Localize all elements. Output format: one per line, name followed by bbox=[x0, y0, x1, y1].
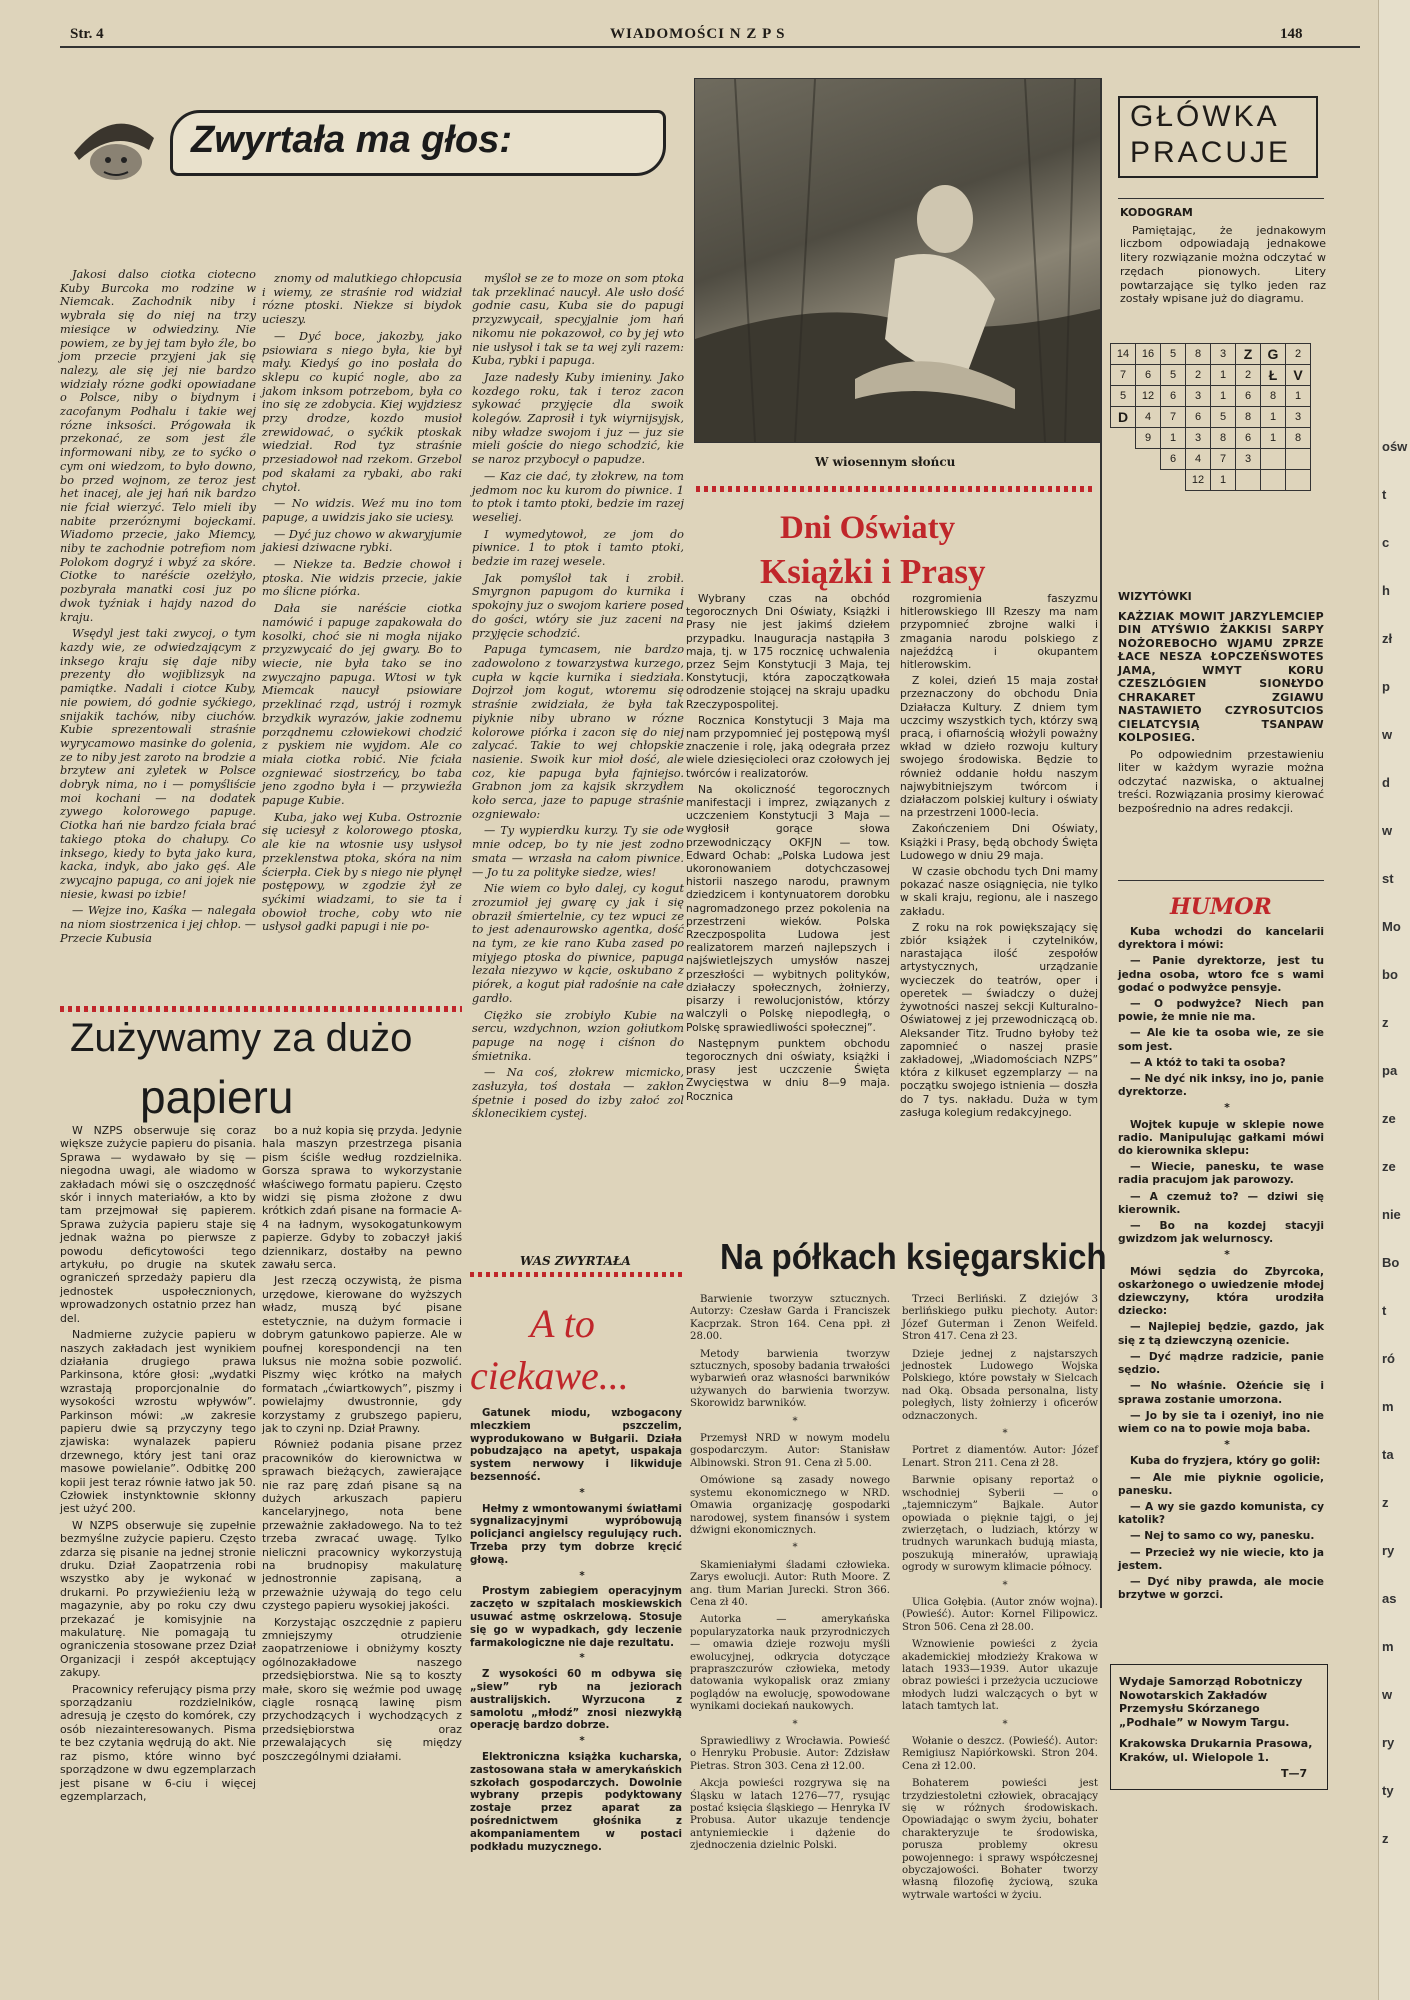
joke-line: — A czemuż to? — dziwi się kierownik. bbox=[1118, 1190, 1324, 1216]
joke-line: Wojtek kupuje w sklepie nowe radio. Manipulując gałkami mówi do kierownika sklepu: bbox=[1118, 1118, 1324, 1158]
grid-cell[interactable]: 8 bbox=[1236, 407, 1261, 428]
zwyrtala-title-banner bbox=[170, 110, 666, 176]
paragraph: — Dyć juz chowo w akwaryjumie jakiesi dziwacne rybki. bbox=[262, 527, 462, 555]
separator-star: * bbox=[1002, 1579, 1008, 1591]
curiosity-item: Hełmy z wmontowanymi światłami sygnalizacyjnymi wypróbowują policjanci angielscy regulujący ruch. Trzeba przy tym dobrze kręcić głową. bbox=[470, 1503, 682, 1566]
wizytowki-text: Po odpowiednim przestawieniu liter w każdym wyrazie można odczytać nazwiska, o aktualnej treści. Rozwiązania prosimy kierować bezpośrednio na adres redakcji. bbox=[1118, 747, 1324, 815]
paragraph: Papuga tymcasem, nie bardzo zadowolono z towarzystwa kurzego, cupła w kącie kurnika i siedziała. Dojrzoł jom kogut, wtoremu się straśnie zwidziała, że była tak piyknie niby ubrano w rózne kolorowe piórka i zacon się do niej zalycać. Takie to wej chłopskie nasienie. Swoik kur mioł dość, ale coz, kie papuga była fajniejso. Grabnon jom za kajsik skrzydłem koło serca, jaze to papuge straśnie ozgniewało: bbox=[472, 643, 684, 821]
adjacent-page-fragment: h bbox=[1382, 583, 1390, 598]
issue-number: 148 bbox=[1280, 26, 1303, 42]
grid-cell[interactable]: 1 bbox=[1211, 470, 1236, 491]
joke-line: — Ne dyć nik inksy, ino jo, panie dyrektorze. bbox=[1118, 1073, 1324, 1099]
ciekawe-title-2: ciekawe... bbox=[470, 1353, 629, 1398]
curiosity-item: Gatunek miodu, wzbogacony mleczkiem pszczelim, wyprodukowano w Bułgarii. Działa pobudzająco na apetyt, uspakaja system nerwowy i likwiduje bezsenność. bbox=[470, 1408, 682, 1483]
zuzywamy-title-1: Zużywamy za dużo bbox=[70, 1016, 413, 1060]
grid-cell[interactable]: 1 bbox=[1211, 386, 1236, 407]
separator-star: * bbox=[579, 1736, 585, 1748]
grid-cell[interactable]: 4 bbox=[1186, 449, 1211, 470]
newspaper-title: WIADOMOŚCI N Z P S bbox=[610, 26, 786, 42]
paragraph: — No widzis. Weź mu ino tom papuge, a uwidzis jako sie uciesy. bbox=[262, 497, 462, 524]
paragraph: Wybrany czas na obchód tegorocznych Dni Oświaty, Książki i Prasy nie jest jakimś dziełem przypadku. Inauguracja nastąpiła 3 maja, tj. w 175 rocznicę uchwalenia przez Sejm Konstytucji 3 Maja, tej Konstytucji, która zapoczątkowała odrodzenie stojącej na skraju upadku Rzeczypospolitej. bbox=[686, 592, 890, 711]
paragraph: — Dyć boce, jakozby, jako psiowiara s niego była, kie był mały. Kiedyś go ino posłała do sklepu co kupić nogle, abo za jakom inksom potrzebom, była co ino się ze zdobycia. Kiej wyjdziesz przy drodze, kozdo musioł zrewidować, o syćkik ptoskak wiedział. Rod tyz straśnie przesiadowoł nad rzekom. Grzebol pod skałami za rybaki, abo raki chytoł. bbox=[262, 329, 462, 494]
book-entry: Barwnie opisany reportaż o wschodniej Syberii — o „tajemniczym” Bajkale. Autor opowiada o pięknie tajgi, o jej zwierzętach, o ludziach, którzy w trudnych warunkach budują miasta, poszukują minerałów, uprawiają ogrody w surowym klimacie północy. bbox=[902, 1475, 1098, 1574]
adjacent-page-fragment: t bbox=[1382, 487, 1387, 502]
separator-star: * bbox=[792, 1415, 798, 1427]
grid-cell[interactable]: Ł bbox=[1261, 365, 1286, 386]
grid-cell[interactable]: 2 bbox=[1236, 365, 1261, 386]
paragraph: Z roku na rok powiększający się zbiór książek i czytelników, narastająca ilość zespołów artystycznych, urządzanie wycieczek do teatrów, oper i operetek — świadczy o dużej żywotności naszej sekcji Kulturalno-Oświatowej z jej przewodniczącą ob. Aleksander Titz. Trudno byłoby też zapomnieć o naszej prasie zakładowej, „Wiadomościach NZPS” która z kilkuset egzemplarzy — na początku swojego istnienia — doszła do 7 tys. nakładu. Duża w tym zasługa kolegium redakcyjnego. bbox=[900, 920, 1098, 1119]
grid-row bbox=[1111, 470, 1311, 491]
joke-line: — Dyć niby prawda, ale mocie brzytwe w gorzci. bbox=[1118, 1575, 1324, 1602]
grid-row bbox=[1111, 407, 1311, 428]
adjacent-page-fragment: d bbox=[1382, 775, 1390, 790]
paragraph: Jak pomyśloł tak i zrobił. Smyrgnon papugom do kurnika i spokojny juz o swojom kariere posed do gości, wtóry sie juz zaceni na przyjęcie schodzić. bbox=[472, 571, 684, 640]
wizytowki-cards: KAŻZIAK MOWIT JARZYLEMCIEP DIN ATYŚWIO ŻAKKISI SARPY NOŻOREBOCHO WJAMU ZPRZE ŁACE NESZA ŁOPCZEŃSWOTES JAMA, WMYT KORU CZESZLÓGIEN SIONŁYDO CHRAKARET ZGIAWU NASTAWIETO CZYROSUTCIOS CIELATCYSIĄ TSANPAW KOLPOSIEG. bbox=[1118, 609, 1324, 744]
zuzywamy-column-1 bbox=[60, 1124, 256, 1864]
grid-cell[interactable]: 7 bbox=[1161, 407, 1186, 428]
paragraph: myśloł se ze to moze on som ptoka tak przeklinać naucył. Ale usło dość godnie casu, Kuba sie do papugi przyzwycaił, specyjalnie jom hań nikomu nie pokazowoł, co by jej wto nie usłysoł i tak se ta wej zyli razem: Kuba, rybki i papuga. bbox=[472, 272, 684, 368]
rule bbox=[1118, 880, 1324, 881]
book-entry: Dzieje jednej z najstarszych jednostek Ludowego Wojska Polskiego, które powstały w Sielcach nad Oką. Obsada personalna, listy poległych, listy żołnierzy i oficerów odznaczonych. bbox=[902, 1348, 1098, 1422]
book-entry: Przemysł NRD w nowym modelu gospodarczym. Autor: Stanisław Albinowski. Stron 91. Cena zł 5.00. bbox=[690, 1433, 890, 1469]
grid-cell[interactable]: 6 bbox=[1186, 407, 1211, 428]
paragraph: Kuba, jako wej Kuba. Ostroznie się uciesył z kolorowego ptoska, ale kie na wtosnie usy usłysoł przeklenstwa ptoka, skóra na nim ścierpła. Ciek by s niego nie płynęł postępowy, w zgodzie żył ze syćkimi wiadzami, to sie ta i obowioł troche, coby wto nie usłysoł gadki papugi i nie po- bbox=[262, 810, 462, 934]
book-entry: Akcja powieści rozgrywa się na Śląsku w latach 1276—77, rysując postać księcia śląskiego — Henryka IV Probusa. Autor ukazuje tendencje antyniemieckie i dążenie do zjednoczenia dzielnic Polski. bbox=[690, 1778, 890, 1852]
joke-line: Kuba do fryzjera, który go golił: bbox=[1130, 1455, 1321, 1468]
adjacent-page-fragment: ry bbox=[1382, 1543, 1395, 1558]
joke-line: — Wiecie, panesku, te wase radia pracujom jak parowozy. bbox=[1118, 1161, 1324, 1187]
grid-cell[interactable]: 6 bbox=[1236, 386, 1261, 407]
grid-cell[interactable]: 9 bbox=[1136, 428, 1161, 449]
separator-star: * bbox=[1224, 1102, 1230, 1115]
polki-column-2 bbox=[902, 1294, 1098, 1901]
zwyrtala-column-3 bbox=[472, 272, 684, 1252]
adjacent-page-fragment: t bbox=[1382, 1303, 1387, 1318]
grid-cell[interactable]: 8 bbox=[1211, 428, 1236, 449]
decorative-divider bbox=[470, 1272, 684, 1277]
paragraph: bo a nuż kopia się przyda. Jedynie hala maszyn przestrzega pisania pism ściśle według rozdzielnika. Gorsza sprawa to wykorzystanie właściwego formatu papieru. Często widzi się pisma złożone z dwu krótkich zdań pisane na formacie A-4 na ładnym, wysokogatunkowym papierze. Gdyby to zobaczył jakiś dziennikarz, dostałby na pewno zawału serca. bbox=[262, 1124, 462, 1272]
grid-row bbox=[1111, 428, 1311, 449]
paragraph: znomy od malutkiego chłopcusia i wiemy, ze straśnie rod widział rózne ptoski. Niekze si biydok ucieszy. bbox=[262, 272, 462, 327]
kodogram-text: Pamiętając, że jednakowym liczbom odpowiadają jednakowe litery rozwiązanie można odczytać w rzędach pionowych. Litery powtarzające się tylko jeden raz zostały wpisane już do diagramu. bbox=[1120, 223, 1326, 306]
paragraph: — Na coś, złokrew micmicko, zasłuzyła, toś dostała — zakłon śpetnie i posed do izby załoć zol śklonecikiem cystej. bbox=[472, 1066, 684, 1121]
wizytowki-title: WIZYTÓWKI bbox=[1118, 590, 1192, 603]
adjacent-page-fragment: ze bbox=[1382, 1159, 1396, 1174]
ciekawe-title-1: A to bbox=[530, 1301, 595, 1346]
header-rule bbox=[60, 46, 1360, 48]
grid-cell[interactable]: 6 bbox=[1136, 365, 1161, 386]
adjacent-page-fragment: w bbox=[1382, 823, 1393, 838]
separator-star: * bbox=[579, 1570, 585, 1582]
grid-cell[interactable]: 14 bbox=[1111, 344, 1136, 365]
joke-line: — Nej to samo co wy, panesku. bbox=[1130, 1530, 1315, 1543]
grid-cell[interactable]: 1 bbox=[1161, 428, 1186, 449]
page-number-label: Str. 4 bbox=[70, 26, 104, 42]
adjacent-page-fragment: zł bbox=[1382, 631, 1393, 646]
grid-cell[interactable]: G bbox=[1261, 344, 1286, 365]
paragraph: — Wejze ino, Kaśka — nalegała na niom siostrzenica i jej chłop. — Przecie Kubusia bbox=[60, 904, 256, 945]
joke-line: — No właśnie. Ożeńcie się i sprawa zostanie umorzona. bbox=[1118, 1380, 1324, 1406]
book-entry: Skamieniałymi śladami człowieka. Zarys ewolucji. Autor: Ruth Moore. Z ang. tłum Marian Jurecki. Stron 366. Cena zł 40. bbox=[690, 1559, 890, 1608]
curiosity-item: Elektroniczna książka kucharska, zastosowana stała w amerykańskich szkołach gospodarczych. Dowolnie wybrany przepis podyktowany zostaje przez aparat za pośrednictwem głośnika z akompaniamentem w postaci podkładu muzycznego. bbox=[470, 1751, 682, 1853]
grid-cell[interactable] bbox=[1111, 470, 1136, 491]
dni-title-2: Książki i Prasy bbox=[760, 552, 986, 591]
wizytowki-block bbox=[1118, 590, 1324, 860]
zwyrtala-signature: WAS ZWYRTAŁA bbox=[520, 1254, 631, 1268]
paragraph: Jakosi dalso ciotka ciotecno Kuby Burcoka mo rodzine w Niemcak. Zachodnik niby i wybrała się do niej na trzy miesiące w odwiedziny. Nie powiem, ze by jej tam było źle, bo jom przecie przyjeni jak się nalezy, ale się jej nie bardzo widziały rózne godki opowiadane o Polsce, niby o biydnym i zacofanym Podhalu i takie wej rózne inksości. Prógowała ik przekonać, ze som jest źle informowani niby, ze to syćko o cym oni wiedzom, to było downo, bo przed wojnom, ze teroz jest het inacej, ale jej hań nik bardzo nie fciał wierzyć. Telo mieli iby nabite przeróznymi bojeckami. Wiadomo przecie, jako Miemcy, niby te zachodnie potrefiom nom Polokom dogryź i wbyź za skóre. Ciotke to naréście ozełżyło, pozbyrała manatki cosi juz po dwok tyźniak i hajdy nazod do kraju. bbox=[60, 268, 256, 624]
paragraph: I wymedytowoł, ze jom do piwnice. 1 to ptok i tamto ptoki, bedzie im razej wesele. bbox=[472, 527, 684, 569]
joke-line: — A któż to taki ta osoba? bbox=[1130, 1056, 1286, 1069]
grid-cell[interactable]: 3 bbox=[1186, 428, 1211, 449]
grid-cell[interactable]: 12 bbox=[1186, 470, 1211, 491]
joke-line: — Dyć mądrze radzicie, panie sędzio. bbox=[1118, 1350, 1324, 1377]
zwyrtala-column-2 bbox=[262, 272, 462, 998]
adjacent-page-fragment: Mo bbox=[1382, 919, 1401, 934]
paragraph: Z kolei, dzień 15 maja został przeznaczony do obchodu Dnia Działacza Kultury. Z dniem tym uczcimy wszystkich tych, którzy swą pracą, i ofiarnością włożyli poważny wkład w dzieło rozwoju kultury swojego środowiska. Będzie to również oddanie hołdu naszym najwybitniejszym twórcom i działaczom polskiej kultury i oświaty na przestrzeni 1000-lecia. bbox=[900, 674, 1098, 820]
grid-row bbox=[1111, 449, 1311, 470]
grid-cell[interactable]: D bbox=[1111, 407, 1136, 428]
grid-cell[interactable]: 2 bbox=[1286, 344, 1311, 365]
adjacent-page-fragment: pa bbox=[1382, 1063, 1398, 1078]
grid-cell[interactable] bbox=[1136, 449, 1161, 470]
separator-star: * bbox=[1224, 1249, 1230, 1262]
grid-cell[interactable]: 6 bbox=[1236, 428, 1261, 449]
joke-line: — Najlepiej będzie, gazdo, jak się z tą dziewczyną ozenicie. bbox=[1118, 1321, 1324, 1347]
grid-cell[interactable]: 3 bbox=[1236, 449, 1261, 470]
adjacent-page-fragment: c bbox=[1382, 535, 1390, 550]
adjacent-page-fragment: ró bbox=[1382, 1351, 1395, 1366]
printer-text: Krakowska Drukarnia Prasowa, Kraków, ul. Wielopole 1. bbox=[1119, 1737, 1313, 1764]
paragraph: — Niekze ta. Bedzie chowoł i ptoska. Nie widzis przecie, jakie mo ślicne piórka. bbox=[262, 558, 462, 599]
grid-cell[interactable] bbox=[1136, 470, 1161, 491]
grid-cell[interactable] bbox=[1286, 449, 1311, 470]
adjacent-page-fragment: ty bbox=[1382, 1783, 1394, 1798]
book-entry: Barwienie tworzyw sztucznych. Autorzy: Czesław Garda i Franciszek Kacprzak. Stron 164. Cena ppł. zł 28.00. bbox=[690, 1294, 890, 1343]
grid-cell[interactable]: 16 bbox=[1136, 344, 1161, 365]
separator-star: * bbox=[792, 1542, 798, 1554]
paragraph: Na okoliczność tegorocznych manifestacji i imprez, związanych z uczczeniem Konstytucji 3 Maja — wygłosił gorące słowa przewodniczący OKFJN — tow. Edward Ochab: „Polska Ludowa jest ukoronowaniem dotychczasowej historii naszego narodu, prawnym dziedzicem i kontynuatorem dorobku nagromadzonego przez pokolenia na przestrzeni wieków. Polska Rzeczpospolita Ludowa jest realizatorem marzeń najlepszych i najświetlejszych umysłów naszej przeszłości — wybitnych polityków, działaczy społecznych, żołnierzy, pisarzy i rewolucjonistów, którzy walczyli o Polskę niepodległą, o Polskę sprawiedliwości społecznej”. bbox=[686, 782, 890, 1034]
grid-cell[interactable]: 3 bbox=[1211, 344, 1236, 365]
paragraph: Dała sie naréście ciotka namówić i papuge zapakowała do kosolki, choć sie ni mogła nijako przyzwycaić do jej gwary. Bo to wiecie, nie była tako se ino zwyczajno papuga. Wtosi w tyk Miemcak naucył psiowiare przeklinać rząd, ustrój i rozmyk brzydkik wyrazów, jakie zodnemu porządnemu człowiekowi chodzić z pyskiem nie wyjdom. Ale co miała ciotka robić. Nie fciała ozgniewać siostrzeńcy, bo taba jeno zgodno była i — przywieźła papuge Kubie. bbox=[262, 602, 462, 808]
paragraph: rozgromienia faszyzmu hitlerowskiego III Rzeszy ma nam przypomnieć zbrojne walki i zmagania narodu polskiego z najeźdźcą i okupantem hitlerowskim. bbox=[900, 592, 1098, 672]
decorative-divider bbox=[60, 1006, 462, 1012]
adjacent-page-fragment: z bbox=[1382, 1015, 1389, 1030]
adjacent-page-fragment: ry bbox=[1382, 1735, 1395, 1750]
grid-row bbox=[1111, 344, 1311, 365]
grid-cell[interactable] bbox=[1111, 428, 1136, 449]
paragraph: W NZPS obserwuje się coraz większe zużycie papieru do pisania. Sprawa — wydawało by się — niegodna uwagi, ale wiadomo w zakładach mówi się o oszczędność skór i innych materiałów, a kto by tam przejmował się papierem. Sprawa zużycia papieru staje się jednak ważna po pierwsze z powodu deficytowości tego artykułu, po drugie na skutek ograniczeń sprzedaży papieru dla jednostek uspołecznionych, wprowadzonych ostatnio przez han del. bbox=[60, 1124, 256, 1325]
dni-column-1 bbox=[686, 592, 890, 1202]
grid-cell[interactable]: 1 bbox=[1286, 386, 1311, 407]
grid-cell[interactable]: 1 bbox=[1211, 365, 1236, 386]
grid-cell[interactable]: 3 bbox=[1286, 407, 1311, 428]
grid-cell[interactable] bbox=[1236, 470, 1261, 491]
zuzywamy-title-2: papieru bbox=[140, 1071, 294, 1123]
joke-line: — A wy sie gazdo komunista, cy katolik? bbox=[1118, 1500, 1324, 1527]
print-code: T—7 bbox=[1281, 1767, 1308, 1780]
curiosity-item: Prostym zabiegiem operacyjnym zaczęto w szpitalach moskiewskich usuwać astmę oskrzelową. Stosuje się go w wypadkach, gdy leczenie farmakologiczne nie daje rezultatu. bbox=[470, 1586, 682, 1649]
paragraph: Wsędyl jest taki zwycoj, o tym kazdy wie, ze odwiedzającym z inksego kraju się daje niby prezenty dło wojiblizsyk na pamiątke. Nadali i ciotce Kuby, nie powiem, dó godnie syćkiego, snijakik tachów, niby ciuchów. Kubie sprezentowali straśnie wyrycamowo masinke do golenia, ze to niby jest zaroto na brodzie a brzytew ani zyletek w Polsce dobryk nima, no i — pomyśliście moi kochani — na dodatek zywego kolorowego papuge. Ciotka hań nie bardzo fciała brać takiego ptoka do chałupy. Co inksego, kiedy to byta jako kura, kacka, indyk, abo jako gęś. Ale zwycajno papuga, co ani jojek nie niesie, kwasi po izbie! bbox=[60, 627, 256, 901]
adjacent-page-fragment: w bbox=[1382, 1687, 1393, 1702]
paragraph: W czasie obchodu tych Dni mamy pokazać nasze osiągnięcia, nie tylko w skali kraju, regionu, ale i naszego zakładu. bbox=[900, 865, 1098, 918]
adjacent-page-fragment: p bbox=[1382, 679, 1390, 694]
adjacent-page-fragment: nie bbox=[1382, 1207, 1401, 1222]
joke-line: — Ale mie piyknie ogolicie, panesku. bbox=[1118, 1471, 1324, 1497]
grid-cell[interactable]: 12 bbox=[1136, 386, 1161, 407]
zwyrtala-title: Zwyrtała ma głos: bbox=[191, 119, 512, 161]
adjacent-page-fragment: w bbox=[1382, 727, 1393, 742]
paragraph: Następnym punktem obchodu tegorocznych dni oświaty, książki i prasy jest uczczenie Święta Zwycięstwa w dniu 8—9 maja. Rocznica bbox=[686, 1036, 890, 1103]
humor-title: HUMOR bbox=[1170, 894, 1272, 920]
paragraph: Ciężko sie zrobiyło Kubie na sercu, wzdychnon, wzion gołiutkom papuge na nogę i ciśnon do śmietnika. bbox=[472, 1008, 684, 1063]
grid-cell[interactable] bbox=[1261, 470, 1286, 491]
grid-cell[interactable]: 5 bbox=[1161, 365, 1186, 386]
ciekawe-column bbox=[470, 1408, 682, 1878]
joke-line: — Panie dyrektorze, jest tu jedna osoba, wtoro fce s wami godać o podwyżce pensyje. bbox=[1118, 955, 1324, 994]
zwyrtala-column-1 bbox=[60, 268, 256, 998]
kodogram-title: KODOGRAM bbox=[1120, 206, 1193, 219]
adjacent-page-fragment: Bo bbox=[1382, 1255, 1400, 1270]
separator-star: * bbox=[1002, 1428, 1008, 1440]
book-entry: Wołanie o deszcz. (Powieść). Autor: Remigiusz Napiórkowski. Stron 204. Cena zł 12.00. bbox=[902, 1736, 1098, 1772]
grid-cell[interactable]: 5 bbox=[1161, 344, 1186, 365]
adjacent-page-fragment: as bbox=[1382, 1591, 1397, 1606]
grid-cell[interactable] bbox=[1111, 449, 1136, 470]
grid-cell[interactable]: 7 bbox=[1111, 365, 1136, 386]
grid-cell[interactable]: 8 bbox=[1186, 344, 1211, 365]
polki-column-1 bbox=[690, 1294, 890, 1884]
paragraph: Również podania pisane przez pracowników do kierownictwa w sprawach bieżących, zawierające nie raz parę zdań pisane są na dużych arkuszach papieru kancelaryjnego, nota bene przeważnie zakładowego. Na to też trzeba zwracać uwagę. Tylko nieliczni pracownicy wykorzystują na brudnopisy makulaturę jednostronnie zapisaną, a przeważnie używają do tego celu czystego papieru wysokiej jakości. bbox=[262, 1438, 462, 1613]
grid-cell[interactable]: 7 bbox=[1211, 449, 1236, 470]
curiosity-item: Z wysokości 60 m odbywa się „siew” ryb na jeziorach australijskich. Wyrzucona z samolotu „młodź” znosi niezwykłą operację bardzo dobrze. bbox=[470, 1669, 682, 1732]
paragraph: Pracownicy referujący pisma przy sporządzaniu rozdzielników, adresują je często do komórek, czy osób niezainteresowanych. Pisma te bez czytania wędrują do akt. Nie raz pismo, które winno być sporządzone w dwu egzemplarzach jest pisane w 6-ciu i więcej egzemplarzach, bbox=[60, 1682, 256, 1803]
adjacent-page-fragment: z bbox=[1382, 1831, 1389, 1846]
grid-cell[interactable]: 8 bbox=[1286, 428, 1311, 449]
adjacent-page-fragment: m bbox=[1382, 1639, 1394, 1654]
photo-caption: W wiosennym słońcu bbox=[815, 455, 956, 469]
grid-cell[interactable]: 5 bbox=[1211, 407, 1236, 428]
paragraph: Korzystając oszczędnie z papieru zmniejszymy otrudzienie zaopatrzeniowe i obniżymy koszty ogólnozakładowe naszego przedsiębiorstwa. Nie są to koszty małe, skoro się weźmie pod uwagę ciągle rosnącą lawinę pism przychodzących i wychodzących z przedsiębiorstwa oraz przewalających się między poszczególnymi działami. bbox=[262, 1615, 462, 1763]
grid-cell[interactable]: 2 bbox=[1186, 365, 1211, 386]
dni-title-1: Dni Oświaty bbox=[780, 510, 956, 546]
grid-cell[interactable]: 3 bbox=[1186, 386, 1211, 407]
kodogram-table bbox=[1110, 343, 1311, 491]
column-rule bbox=[1100, 78, 1102, 1608]
rule bbox=[1118, 198, 1324, 199]
grid-row bbox=[1111, 365, 1311, 386]
book-entry: Trzeci Berliński. Z dziejów 3 berlińskiego pułku piechoty. Autor: Józef Guterman i Zenon Weifeld. Stron 417. Cena zł 23. bbox=[902, 1294, 1098, 1343]
book-entry: Metody barwienia tworzyw sztucznych, sposoby badania trwałości wybarwień oraz własności barwników używanych do barwienia tworzyw. Skorowidz barwników. bbox=[690, 1348, 890, 1410]
paragraph: Rocznica Konstytucji 3 Maja ma nam przypomnieć jej postępową myśl znaczenie i rolę, jaką odegrała przez wiele dziesięcioleci oraz czołowych jej twórców i realizatorów. bbox=[686, 713, 890, 780]
publisher-box bbox=[1110, 1664, 1328, 1790]
paragraph: Nie wiem co było dalej, cy kogut zrozumioł jej gwarę cy jak i się obraził śmiertelnie, cy tez wpuci ze to jest adenaurowsko agentka, dość na tym, ze kie rano Kuba zased po miyjego ptoska do piwnice, papuga lezała niezywo w kącie, oskubano z piórek, a kogut piał radośnie na całe gardło. bbox=[472, 882, 684, 1005]
glowka-title-box bbox=[1118, 96, 1318, 178]
grid-cell[interactable]: 1 bbox=[1261, 407, 1286, 428]
woman-in-grass-image bbox=[695, 79, 1100, 442]
adjacent-page-fragment: ta bbox=[1382, 1447, 1394, 1462]
paragraph: — Kaz cie dać, ty złokrew, na tom jedmom noc ku kurom do piwnice. 1 to ptok i tamto ptoki, bedzie im razej weseliej. bbox=[472, 469, 684, 524]
kodogram-block bbox=[1120, 206, 1326, 336]
joke-line: — Przecież wy nie wiecie, kto ja jestem. bbox=[1118, 1546, 1324, 1572]
paragraph: — Ty wypierdku kurzy. Ty sie ode mnie odcep, bo ty nie jest zodno smata — wrzasła na całom piwnice. — Jo tu za polityke siedze, wies! bbox=[472, 824, 684, 879]
adjacent-page-strip bbox=[1378, 0, 1410, 2000]
grid-cell[interactable] bbox=[1161, 470, 1186, 491]
grid-cell[interactable]: Z bbox=[1236, 344, 1261, 365]
polki-title: Na półkach księgarskich bbox=[720, 1236, 1107, 1277]
joke-line: — Ale kie ta osoba wie, ze sie som jest. bbox=[1118, 1027, 1324, 1053]
grid-cell[interactable]: 8 bbox=[1261, 386, 1286, 407]
glowka-title-1: GŁÓWKA bbox=[1130, 100, 1280, 133]
grid-cell[interactable] bbox=[1286, 470, 1311, 491]
kodogram-grid bbox=[1110, 343, 1311, 491]
zwyrtala-logo bbox=[64, 98, 164, 188]
separator-star: * bbox=[792, 1718, 798, 1730]
grid-cell[interactable] bbox=[1261, 449, 1286, 470]
adjacent-page-fragment: bo bbox=[1382, 967, 1398, 982]
joke-line: — O podwyżce? Niech pan powie, że mnie nie ma. bbox=[1118, 998, 1324, 1024]
joke-line: — Bo na kozdej stacyji gwizdzom jak welurnoscy. bbox=[1118, 1220, 1324, 1246]
separator-star: * bbox=[1224, 1439, 1230, 1452]
paragraph: Jest rzeczą oczywistą, że pisma urzędowe, kierowane do wyższych władz, muszą być pisane estetycznie, na dużym formacie i dobrym gatunkowo papierze. Ale w poufnej korespondencji na ten luksus nie można sobie pozwolić. Piszmy więc krótko na małych formatach „ćwiartkowych”, piszmy i powielajmy dwustronnie, gdy korzystamy z grubszego papieru, jak to czyni np. Dział Prawny. bbox=[262, 1274, 462, 1435]
grid-cell[interactable]: 4 bbox=[1136, 407, 1161, 428]
highlander-hat-icon bbox=[64, 98, 164, 188]
grid-row bbox=[1111, 386, 1311, 407]
paragraph: W NZPS obserwuje się zupełnie bezmyślne zużycie papieru. Często zdarza się pisanie na jednej stronie druku. Dział Zaopatrzenia robi wszystko aby je wykonać w drukarni. Po przywieźieniu leżą w magazynie, aby po roku czy dwu przekazać je komisyjnie na makulaturę. Nie pomagają tu ograniczenia stosowane przez Dział Organizacji i zespół akceptujący zakupy. bbox=[60, 1518, 256, 1680]
adjacent-page-fragment: z bbox=[1382, 1495, 1389, 1510]
separator-star: * bbox=[579, 1487, 585, 1499]
dni-column-2 bbox=[900, 592, 1098, 1202]
adjacent-page-fragment: m bbox=[1382, 1399, 1394, 1414]
joke-line: — Jo by sie ta i ozeniył, ino nie wiem co na to powie moja baba. bbox=[1118, 1409, 1324, 1435]
paragraph: Zakończeniem Dni Oświaty, Książki i Prasy, będą obchody Święta Ludowego w dniu 29 maja. bbox=[900, 822, 1098, 862]
glowka-title-2: PRACUJE bbox=[1130, 136, 1292, 169]
adjacent-page-fragment: ośw bbox=[1382, 439, 1408, 454]
book-entry: Autorka — amerykańska popularyzatorka nauk przyrodniczych — omawia dzieje rozwoju myśli ewolucyjnej, odkrycia dotyczące prapraszczurów człowieka, metody datowania wykopalisk oraz zmiany poglądów na ewolucję, spowodowane wynikami dociekań naukowych. bbox=[690, 1614, 890, 1713]
humor-column bbox=[1118, 926, 1324, 1656]
paragraph: Jaze nadesły Kuby imieniny. Jako kozdego roku, tak i teroz zacon sykować przyjęcie dla swoik kolegów. Zaprosił i tyk wiyrnijsyjsk, niby władze swojom i juz — juz sie mieli goście do niego schodzić, kie se naroz przybocył o papudze. bbox=[472, 370, 684, 467]
book-entry: Wznowienie powieści z życia akademickiej młodzieży Krakowa w latach 1933—1939. Autor ukazuje obraz powieści i przeżycia uczuciowe młodych ludzi walczących o byt w latach tamtych lat. bbox=[902, 1639, 1098, 1713]
grid-cell[interactable]: V bbox=[1286, 365, 1311, 386]
separator-star: * bbox=[579, 1653, 585, 1665]
separator-star: * bbox=[1002, 1718, 1008, 1730]
joke-line: Kuba wchodzi do kancelarii dyrektora i mówi: bbox=[1118, 926, 1324, 952]
grid-cell[interactable]: 1 bbox=[1261, 428, 1286, 449]
paragraph: Nadmierne zużycie papieru w naszych zakładach jest wynikiem działania drugiego prawa Parkinsona, które głosi: „wydatki wzrastają proporcjonalnie do wysokości wzrostu wpływów”. Parkinson mówi: „w zakresie papieru dwie są przyczyny tego zjawiska: wynalazek papieru drzewnego, który jest tani oraz masowe powielanie”. Odbitkę 200 kopii jest teraz równie łatwo jak 50. Człowiek instynktownie skłonny jest użyć 200. bbox=[60, 1328, 256, 1516]
grid-cell[interactable]: 6 bbox=[1161, 386, 1186, 407]
book-entry: Ulica Gołębia. (Autor znów wojna). (Powieść). Autor: Kornel Filipowicz. Stron 506. Cena zł 28.00. bbox=[902, 1596, 1098, 1633]
spring-sun-photo bbox=[694, 78, 1101, 443]
book-entry: Sprawiedliwy z Wrocławia. Powieść o Henryku Probusie. Autor: Zdzisław Pietras. Stron 303. Cena zł 12.00. bbox=[690, 1736, 890, 1772]
publisher-text: Wydaje Samorząd Robotniczy Nowotarskich Zakładów Przemysłu Skórzanego „Podhale” w Nowym Targu. bbox=[1119, 1675, 1303, 1729]
decorative-divider bbox=[696, 486, 1092, 492]
zuzywamy-column-2 bbox=[262, 1124, 462, 1864]
adjacent-page-fragment: st bbox=[1382, 871, 1394, 886]
book-entry: Omówione są zasady nowego systemu ekonomicznego w NRD. Omawia organizację gospodarki narodowej, system finansów i system dźwigni ekonomicznych. bbox=[690, 1475, 890, 1536]
grid-cell[interactable]: 5 bbox=[1111, 386, 1136, 407]
adjacent-page-fragment: ze bbox=[1382, 1111, 1396, 1126]
book-entry: Bohaterem powieści jest trzydziestoletni człowiek, obracający się w różnych środowiskach. Opowiadając o swym życiu, bohater charakteryzuje te środowiska, porusza problemy okresu powojennego: i sprawy współczesnej obyczajowości. Bohater tworzy własną filozofię życiową, szuka wytrwale wartości w życiu. bbox=[902, 1778, 1098, 1901]
joke-line: Mówi sędzia do Zbyrcoka, oskarżonego o uwiedzenie młodej dziewczyny, która urodziła dziecko: bbox=[1118, 1265, 1324, 1318]
grid-cell[interactable]: 6 bbox=[1161, 449, 1186, 470]
book-entry: Portret z diamentów. Autor: Józef Lenart. Stron 211. Cena zł 28. bbox=[902, 1445, 1098, 1469]
